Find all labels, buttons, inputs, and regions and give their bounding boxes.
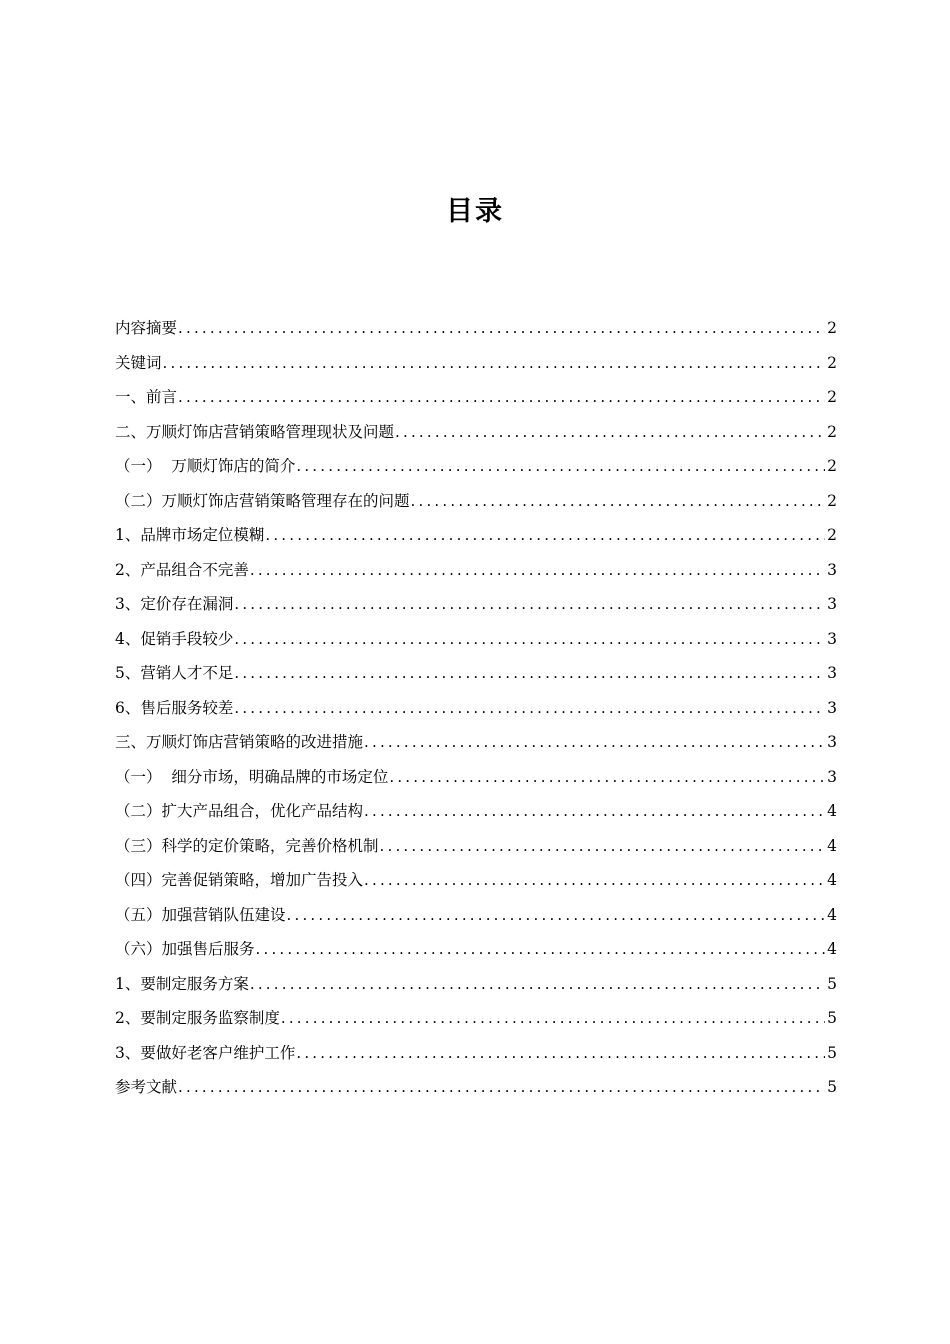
toc-entry xyxy=(115,863,837,898)
toc-entry xyxy=(115,829,837,864)
toc-entry-page: 3 xyxy=(827,664,837,682)
toc-entry-page: 3 xyxy=(827,560,837,579)
toc-dot-leader xyxy=(395,415,825,450)
toc-dot-leader xyxy=(256,932,826,967)
toc-dot-leader xyxy=(364,725,825,760)
toc-dot-leader xyxy=(364,863,825,898)
toc-entry xyxy=(115,346,837,381)
toc-dot-leader xyxy=(234,622,825,657)
toc-entry-label: 关键词 xyxy=(115,353,162,372)
toc-dot-leader xyxy=(234,587,825,622)
toc-entry-page: 3 xyxy=(827,629,837,648)
toc-entry xyxy=(115,794,837,829)
toc-dot-leader xyxy=(265,518,825,553)
toc-entry xyxy=(115,553,837,588)
toc-entry-page: 2 xyxy=(827,491,837,510)
toc-entry-page: 2 xyxy=(827,526,837,544)
toc-dot-leader xyxy=(234,691,825,726)
toc-entry xyxy=(115,380,837,415)
toc-entry-label: （四）完善促销策略，增加广告投入 xyxy=(115,871,364,889)
toc-entry xyxy=(115,622,837,657)
toc-entry-page: 4 xyxy=(827,802,837,820)
toc-entry-label: 二、万顺灯饰店营销策略管理现状及问题 xyxy=(115,422,395,441)
toc-dot-leader xyxy=(296,449,825,484)
toc-entry-label: （五）加强营销队伍建设 xyxy=(115,905,286,924)
toc-entry-page: 5 xyxy=(827,1043,837,1062)
toc-entry-label: 6、售后服务较差 xyxy=(115,698,234,717)
toc-dot-leader xyxy=(163,346,826,381)
toc-entry-label: （三）科学的定价策略，完善价格机制 xyxy=(115,836,379,855)
toc-entry xyxy=(115,311,837,346)
toc-dot-leader xyxy=(389,760,825,795)
toc-entry-label: （一） 万顺灯饰店的简介 xyxy=(115,457,296,475)
toc-entry xyxy=(115,932,837,967)
toc-entry-label: （一） 细分市场，明确品牌的市场定位 xyxy=(115,767,389,786)
toc-list xyxy=(115,311,837,1105)
toc-entry-page: 5 xyxy=(827,1078,837,1096)
toc-dot-leader xyxy=(250,553,825,588)
toc-entry-page: 5 xyxy=(827,1009,837,1027)
toc-entry-label: 5、营销人才不足 xyxy=(115,664,234,682)
toc-entry-page: 2 xyxy=(827,457,837,475)
toc-dot-leader xyxy=(178,1070,825,1105)
toc-entry xyxy=(115,1036,837,1071)
toc-entry xyxy=(115,415,837,450)
toc-entry-page: 2 xyxy=(827,319,837,337)
toc-dot-leader xyxy=(234,656,825,691)
toc-entry xyxy=(115,691,837,726)
toc-entry-page: 3 xyxy=(827,767,837,786)
toc-entry xyxy=(115,518,837,553)
toc-entry-label: 2、产品组合不完善 xyxy=(115,560,249,579)
toc-dot-leader xyxy=(281,1001,825,1036)
toc-entry xyxy=(115,967,837,1002)
toc-dot-leader xyxy=(178,380,825,415)
toc-entry-page: 2 xyxy=(827,388,837,406)
toc-entry xyxy=(115,1070,837,1105)
toc-entry-label: （二）扩大产品组合，优化产品结构 xyxy=(115,802,364,820)
toc-dot-leader xyxy=(411,484,826,519)
toc-entry-label: （二）万顺灯饰店营销策略管理存在的问题 xyxy=(115,491,410,510)
toc-entry-label: 3、定价存在漏洞 xyxy=(115,595,234,613)
toc-entry-page: 3 xyxy=(827,733,837,751)
toc-entry-page: 3 xyxy=(827,698,837,717)
toc-entry-page: 5 xyxy=(827,974,837,993)
toc-entry-page: 2 xyxy=(827,353,837,372)
toc-entry xyxy=(115,449,837,484)
toc-entry-label: 一、前言 xyxy=(115,388,178,406)
toc-entry xyxy=(115,484,837,519)
toc-entry-page: 4 xyxy=(827,905,837,924)
toc-entry-page: 3 xyxy=(827,595,837,613)
toc-entry-label: 参考文献 xyxy=(115,1078,178,1096)
toc-entry-label: 1、要制定服务方案 xyxy=(115,974,249,993)
toc-dot-leader xyxy=(287,898,826,933)
toc-entry xyxy=(115,1001,837,1036)
toc-entry xyxy=(115,587,837,622)
toc-entry xyxy=(115,656,837,691)
page-title: 目录 xyxy=(446,196,504,227)
toc-entry-page: 4 xyxy=(827,940,837,958)
toc-entry-page: 4 xyxy=(827,836,837,855)
toc-entry-label: 3、要做好老客户维护工作 xyxy=(115,1043,296,1062)
toc-entry-label: 2、要制定服务监察制度 xyxy=(115,1009,280,1027)
toc-dot-leader xyxy=(296,1036,825,1071)
toc-entry-label: 内容摘要 xyxy=(115,319,178,337)
toc-entry-page: 4 xyxy=(827,871,837,889)
toc-dot-leader xyxy=(364,794,825,829)
toc-entry xyxy=(115,725,837,760)
toc-entry-label: 4、促销手段较少 xyxy=(115,629,234,648)
toc-entry xyxy=(115,898,837,933)
toc-entry-label: （六）加强售后服务 xyxy=(115,940,255,958)
toc-entry xyxy=(115,760,837,795)
toc-entry-page: 2 xyxy=(827,422,837,441)
toc-entry-label: 1、品牌市场定位模糊 xyxy=(115,526,265,544)
toc-dot-leader xyxy=(380,829,826,864)
toc-entry-label: 三、万顺灯饰店营销策略的改进措施 xyxy=(115,733,364,751)
toc-dot-leader xyxy=(250,967,825,1002)
toc-dot-leader xyxy=(178,311,825,346)
